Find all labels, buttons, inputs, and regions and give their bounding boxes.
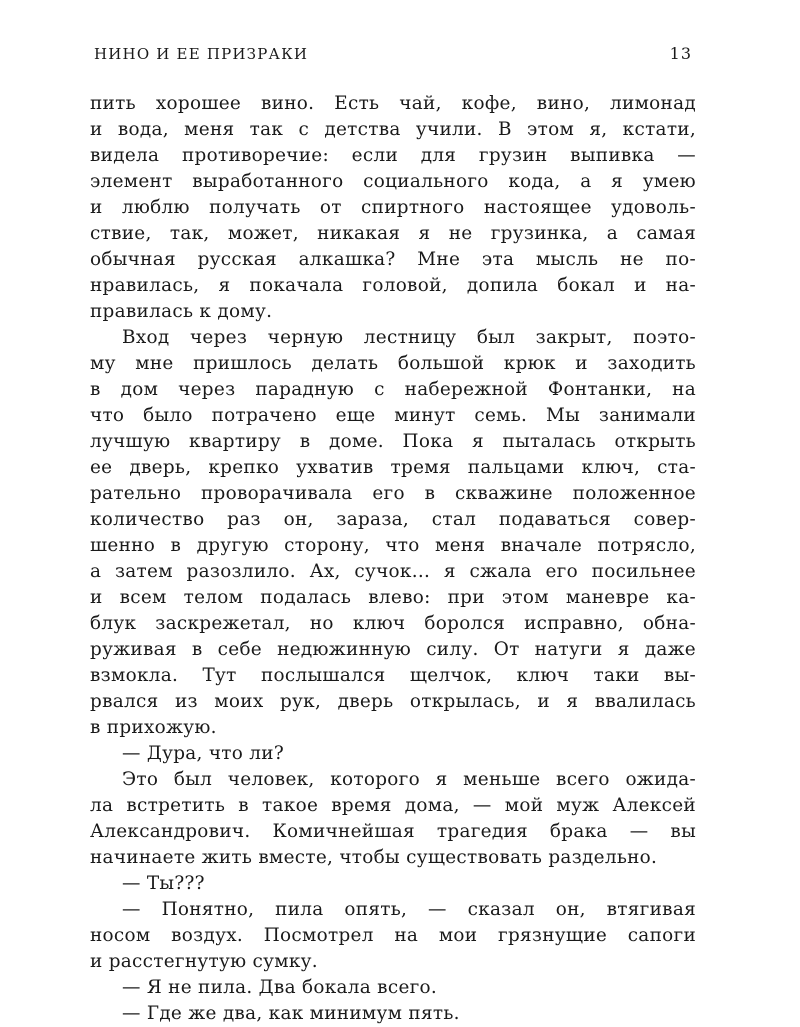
text-line: нравилась, я покачала головой, допила бокал и на- <box>90 275 696 296</box>
text-line: пить хорошее вино. Есть чай, кофе, вино, лимонад <box>90 93 696 114</box>
text-line: ее дверь, крепко ухватив тремя пальцами ключ, ста- <box>90 457 696 478</box>
text-line: в дом через парадную с набережной Фонтанки, на <box>90 379 696 400</box>
text-line: начинаете жить вместе, чтобы существовать раздельно. <box>90 847 658 868</box>
text-line: обычная русская алкашка? Мне эта мысль не по- <box>90 249 696 270</box>
text-line: — Дура, что ли? <box>122 743 284 764</box>
text-line: что было потрачено еще минут семь. Мы занимали <box>90 405 696 426</box>
text-line: правилась к дому. <box>90 301 273 322</box>
text-line: — Понятно, пила опять, — сказал он, втягивая <box>122 899 696 920</box>
text-line: рвался из моих рук, дверь открылась, и я ввалилась <box>90 691 696 712</box>
text-line: Вход через черную лестницу был закрыт, поэто- <box>122 327 696 348</box>
running-title: НИНО И ЕЕ ПРИЗРАКИ <box>94 45 309 63</box>
text-line: лучшую квартиру в доме. Пока я пыталась открыть <box>90 431 696 452</box>
text-line: а затем разозлило. Ах, сучок... я сжала его посильнее <box>90 561 696 582</box>
text-line: носом воздух. Посмотрел на мои грязнущие сапоги <box>90 925 696 946</box>
text-line: Александрович. Комичнейшая трагедия брака — вы <box>90 821 696 842</box>
text-line: и люблю получать от спиртного настоящее удоволь- <box>90 197 696 218</box>
text-line: Это был человек, которого я меньше всего ожида- <box>122 769 696 790</box>
text-line: — Я не пила. Два бокала всего. <box>122 977 438 998</box>
text-line: шенно в другую сторону, что меня вначале потрясло, <box>90 535 696 556</box>
text-line: рательно проворачивала его в скважине положенное <box>90 483 696 504</box>
text-line: и вода, меня так с детства учили. В этом я, кстати, <box>90 119 696 140</box>
text-line: му мне пришлось делать большой крюк и заходить <box>90 353 696 374</box>
text-line: в прихожую. <box>90 717 217 738</box>
text-line: — Где же два, как минимум пять. <box>122 1003 460 1024</box>
running-head <box>94 44 692 63</box>
text-line: блук заскрежетал, но ключ боролся исправно, обна- <box>90 613 696 634</box>
text-line: руживая в себе недюжинную силу. От натуги я даже <box>90 639 696 660</box>
text-line: и всем телом подалась влево: при этом маневре ка- <box>90 587 696 608</box>
text-line: количество раз он, зараза, стал подаваться совер- <box>90 509 696 530</box>
text-line: — Ты??? <box>122 873 205 894</box>
text-line: ствие, так, может, никакая я не грузинка, а самая <box>90 223 696 244</box>
text-line: элемент выработанного социального кода, а я умею <box>90 171 696 192</box>
text-line: видела противоречие: если для грузин выпивка — <box>90 145 696 166</box>
page-number: 13 <box>669 44 692 63</box>
text-line: и расстегнутую сумку. <box>90 951 318 972</box>
text-line: ла встретить в такое время дома, — мой муж Алексей <box>90 795 696 816</box>
text-line: взмокла. Тут послышался щелчок, ключ таки вы- <box>90 665 696 686</box>
body-text <box>90 91 696 1027</box>
